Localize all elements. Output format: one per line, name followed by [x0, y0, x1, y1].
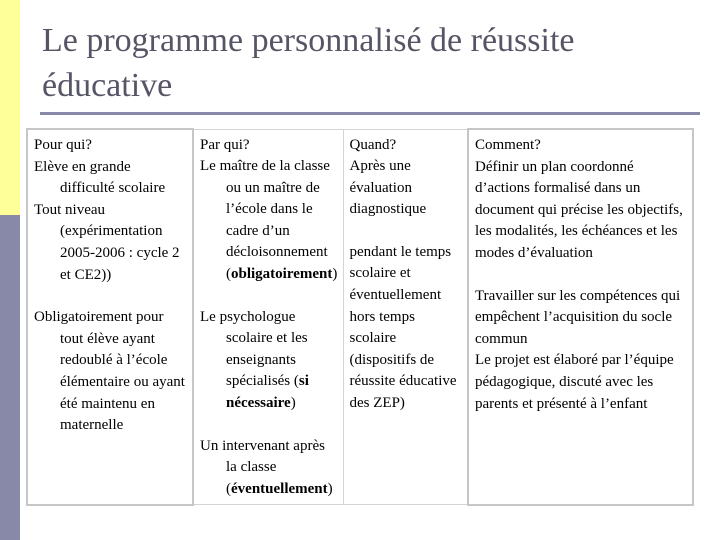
- quand-text-1: Après une évaluation diagnostique: [349, 158, 427, 218]
- cell-par-qui: [193, 129, 343, 505]
- sidebar-gray-band: [0, 215, 20, 540]
- par-qui-text-2: Le psychologue scolaire et les enseignants spécialisés (si nécessaire): [200, 308, 309, 412]
- par-qui-emphasis-3: éventuellement: [231, 480, 328, 497]
- header-pour-qui: Pour qui?: [34, 137, 92, 153]
- cell-pour-qui: [27, 129, 193, 505]
- header-quand: Quand?: [349, 136, 397, 153]
- par-qui-emphasis-2: si nécessaire: [226, 373, 309, 412]
- slide-sidebar: [0, 0, 20, 540]
- program-table: [26, 128, 694, 506]
- table-row: [27, 129, 693, 505]
- title-underline: [40, 112, 700, 115]
- quand-text-2: pendant le temps scolaire et éventuellement hors temps scolaire (dispositifs de réussite éducative des ZEP): [349, 243, 457, 412]
- pour-qui-text-3: Obligatoirement pour tout élève ayant redoublé à l’école élémentaire ou ayant été maintenu en maternelle: [34, 309, 185, 434]
- header-comment: Comment?: [475, 137, 541, 153]
- par-qui-text-1: Le maître de la classe ou un maître de l’école dans le cadre d’un décloisonnement (obligatoirement): [200, 158, 338, 283]
- slide-title: Le programme personnalisé de réussite éducative: [42, 22, 575, 104]
- par-qui-emphasis-1: obligatoirement: [231, 266, 333, 283]
- comment-text-2: Travailler sur les compétences qui empêchent l’acquisition du socle commun: [475, 287, 681, 347]
- cell-quand: [343, 129, 468, 505]
- sidebar-yellow-band: [0, 0, 20, 215]
- comment-text-3: Le projet est élaboré par l’équipe pédagogique, discuté avec les parents et présenté à l’enfant: [475, 352, 674, 412]
- par-qui-text-3: Un intervenant après la classe (éventuellement): [200, 437, 333, 497]
- cell-comment: [468, 129, 693, 505]
- pour-qui-text-1: Elève en grande difficulté scolaire: [34, 158, 166, 197]
- header-par-qui: Par qui?: [200, 136, 250, 153]
- comment-text-1: Définir un plan coordonné d’actions formalisé dans un document qui précise les objectifs, les modalités, les échéances et les modes d’évaluation: [475, 158, 683, 261]
- pour-qui-text-2: Tout niveau (expérimentation 2005-2006 : cycle 2 et CE2)): [34, 201, 180, 283]
